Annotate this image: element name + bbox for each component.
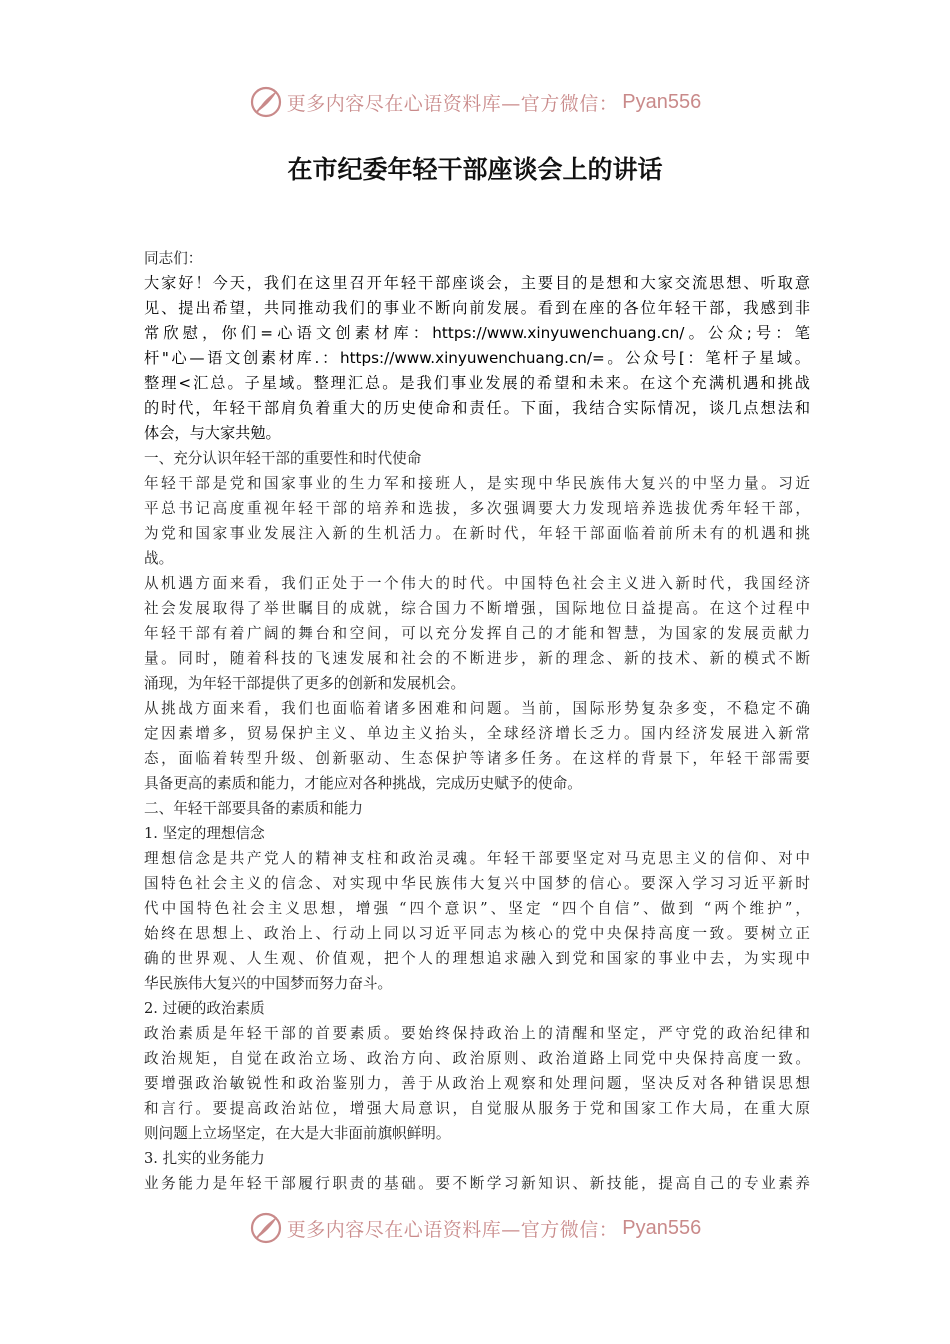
watermark-wechat-id: Pyan556 bbox=[622, 90, 702, 113]
paragraph-line: 体会，与大家共勉。 bbox=[144, 424, 281, 442]
paragraph-line: 为党和国家事业发展注入新的生机活力。在新时代，年轻干部面临着前所未有的机遇和挑 bbox=[144, 525, 810, 542]
paragraph-line: 涌现，为年轻干部提供了更多的创新和发展机会。 bbox=[144, 675, 466, 692]
paragraph-line: 业务能力是年轻干部履行职责的基础。要不断学习新知识、新技能，提高自己的专业素养 bbox=[144, 1175, 810, 1192]
paragraph-line: 平总书记高度重视年轻干部的培养和选拔，多次强调要大力发现培养选拔优秀年轻干部， bbox=[144, 500, 810, 517]
paragraph-line: 华民族伟大复兴的中国梦而努力奋斗。 bbox=[144, 975, 393, 992]
paragraph-line: 要增强政治敏锐性和政治鉴别力，善于从政治上观察和处理问题，坚决反对各种错误思想 bbox=[144, 1075, 810, 1092]
watermark-text: 更多内容尽在心语资料库—官方微信： bbox=[286, 1218, 619, 1241]
paragraph-line: 从机遇方面来看，我们正处于一个伟大的时代。中国特色社会主义进入新时代，我国经济 bbox=[144, 575, 810, 592]
paragraph-line: 和言行。要提高政治站位，增强大局意识，自觉服从服务于党和国家工作大局，在重大原 bbox=[144, 1100, 810, 1117]
paragraph-line: 政治素质是年轻干部的首要素质。要始终保持政治上的清醒和坚定，严守党的政治纪律和 bbox=[144, 1025, 810, 1042]
subsection-heading: 2. 过硬的政治素质 bbox=[144, 1000, 265, 1017]
document-title: 在市纪委年轻干部座谈会上的讲话 bbox=[287, 155, 663, 184]
paragraph-line: 从挑战方面来看，我们也面临着诸多困难和问题。当前，国际形势复杂多变，不稳定不确 bbox=[144, 700, 810, 717]
paragraph-line: 年轻干部是党和国家事业的生力军和接班人，是实现中华民族伟大复兴的中坚力量。习近 bbox=[144, 475, 810, 492]
paragraph-line: 理想信念是共产党人的精神支柱和政治灵魂。年轻干部要坚定对马克思主义的信仰、对中 bbox=[144, 850, 810, 867]
quill-logo-icon bbox=[249, 85, 283, 119]
paragraph-line: 见、提出希望，共同推动我们的事业不断向前发展。看到在座的各位年轻干部，我感到非 bbox=[144, 299, 810, 317]
paragraph-line: 年轻干部有着广阔的舞台和空间，可以充分发挥自己的才能和智慧，为国家的发展贡献力 bbox=[144, 625, 810, 642]
paragraph-line: 整理<汇总。子星域。整理汇总。是我们事业发展的希望和未来。在这个充满机遇和挑战 bbox=[144, 374, 810, 392]
paragraph-line: 始终在思想上、政治上、行动上同以习近平同志为核心的党中央保持高度一致。要树立正 bbox=[144, 925, 810, 942]
paragraph-line: 社会发展取得了举世瞩目的成就，综合国力不断增强，国际地位日益提高。在这个过程中 bbox=[144, 600, 810, 617]
watermark-text: 更多内容尽在心语资料库—官方微信： bbox=[286, 92, 619, 115]
paragraph-line: 国特色社会主义的信念、对实现中华民族伟大复兴中国梦的信心。要深入学习习近平新时 bbox=[144, 875, 810, 892]
paragraph-line: 政治规矩，自觉在政治立场、政治方向、政治原则、政治道路上同党中央保持高度一致。 bbox=[144, 1050, 810, 1067]
quill-logo-icon bbox=[249, 1211, 283, 1245]
header-watermark bbox=[0, 82, 950, 122]
section-heading: 一、充分认识年轻干部的重要性和时代使命 bbox=[144, 450, 422, 467]
paragraph-line: 代中国特色社会主义思想，增强 “四个意识”、坚定 “四个自信”、做到 “两个维护”， bbox=[144, 900, 810, 917]
section-heading: 二、年轻干部要具备的素质和能力 bbox=[144, 800, 363, 817]
paragraph-line: 杆"心—语文创素材库.：https://www.xinyuwenchuang.cn/=。公众号[：笔杆子星域。 bbox=[144, 349, 810, 367]
paragraph-line: 具备更高的素质和能力，才能应对各种挑战，完成历史赋予的使命。 bbox=[144, 775, 582, 792]
subsection-heading: 1. 坚定的理想信念 bbox=[144, 825, 265, 842]
paragraph-line: 的时代，年轻干部肩负着重大的历史使命和责任。下面，我结合实际情况，谈几点想法和 bbox=[144, 399, 810, 417]
subsection-heading: 3. 扎实的业务能力 bbox=[144, 1150, 265, 1167]
paragraph-line: 量。同时，随着科技的飞速发展和社会的不断进步，新的理念、新的技术、新的模式不断 bbox=[144, 650, 810, 667]
footer-watermark bbox=[0, 1208, 950, 1248]
document-body bbox=[144, 246, 810, 1196]
paragraph-line: 态，面临着转型升级、创新驱动、生态保护等诸多任务。在这样的背景下，年轻干部需要 bbox=[144, 750, 810, 767]
paragraph-line: 定因素增多，贸易保护主义、单边主义抬头，全球经济增长乏力。国内经济发展进入新常 bbox=[144, 725, 810, 742]
paragraph-line: 则问题上立场坚定，在大是大非面前旗帜鲜明。 bbox=[144, 1125, 451, 1142]
paragraph-line: 战。 bbox=[144, 550, 174, 567]
paragraph-line: 大家好！今天，我们在这里召开年轻干部座谈会，主要目的是想和大家交流思想、听取意 bbox=[144, 274, 810, 292]
paragraph-line: 常欣慰，你们=心语文创素材库：https://www.xinyuwenchuang.cn/。公众;号：笔 bbox=[144, 324, 810, 342]
watermark-wechat-id: Pyan556 bbox=[622, 1216, 702, 1239]
paragraph-line: 确的世界观、人生观、价值观，把个人的理想追求融入到党和国家的事业中去，为实现中 bbox=[144, 950, 810, 967]
greeting-line: 同志们： bbox=[144, 250, 203, 267]
